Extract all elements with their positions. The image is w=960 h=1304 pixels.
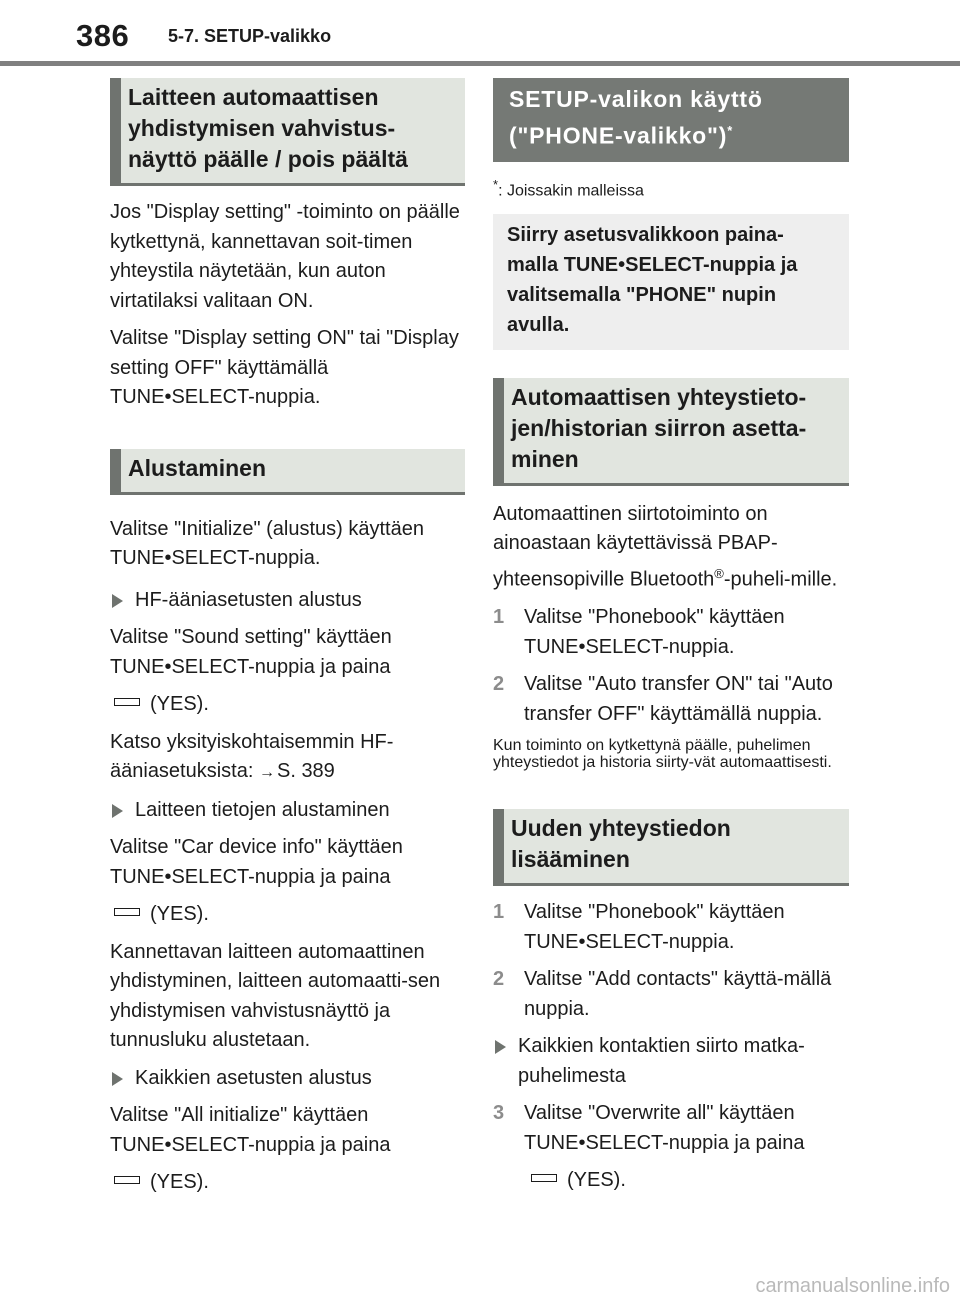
step-text: Valitse "Add contacts" käyttä-mällä nuppia. bbox=[524, 968, 832, 1020]
paragraph-text: Automaattinen siirtotoiminto on ainoastaan käytettävissä PBAP-yhteensopiville Bluetooth bbox=[493, 502, 778, 591]
heading-setup-phone-menu bbox=[493, 78, 849, 162]
yes-instruction bbox=[110, 690, 465, 720]
triangle-bullet-icon bbox=[112, 804, 123, 818]
step-item bbox=[493, 1099, 849, 1158]
yes-instruction bbox=[110, 900, 465, 930]
step-text: Valitse "Phonebook" käyttäen TUNE•SELECT-nuppia. bbox=[524, 606, 785, 658]
step-item bbox=[493, 898, 849, 957]
instruction-box: Siirry asetusvalikkoon paina-malla TUNE•SELECT-nuppia ja valitsemalla "PHONE" nupin avulla. bbox=[493, 214, 849, 350]
triangle-bullet-icon bbox=[495, 1040, 506, 1054]
step-number: 1 bbox=[493, 901, 505, 924]
step-number: 2 bbox=[493, 968, 505, 991]
paragraph-text-end: -puheli-mille. bbox=[723, 568, 838, 591]
watermark: carmanualsonline.info bbox=[755, 1275, 950, 1297]
heading-new-contact: Uuden yhteystiedon lisääminen bbox=[493, 809, 849, 886]
bullet-label: Laitteen tietojen alustaminen bbox=[135, 798, 390, 821]
arrow-right-icon: → bbox=[258, 764, 275, 781]
step-text: Valitse "Phonebook" käyttäen TUNE•SELECT-nuppia. bbox=[524, 901, 785, 953]
yes-label: (YES). bbox=[150, 1171, 209, 1193]
button-symbol-icon bbox=[114, 698, 140, 706]
footnote-marker: * bbox=[727, 123, 734, 138]
paragraph: Valitse "All initialize" käyttäen TUNE•SELECT-nuppia ja paina bbox=[110, 1104, 391, 1156]
header-rule bbox=[0, 61, 960, 66]
paragraph: Kannettavan laitteen automaattinen yhdistyminen, laitteen automaatti-sen yhdistymisen vahvistusnäyttö ja tunnusluku alustetaan. bbox=[110, 940, 441, 1051]
left-column bbox=[110, 78, 465, 1206]
paragraph: Valitse "Car device info" käyttäen TUNE•SELECT-nuppia ja paina bbox=[110, 836, 403, 888]
heading-auto-connect: Laitteen automaattisen yhdistymisen vahvistus-näyttö päälle / pois päältä bbox=[110, 78, 465, 186]
heading-auto-transfer: Automaattisen yhteystieto-jen/historian siirron asetta-minen bbox=[493, 378, 849, 486]
step-item bbox=[493, 965, 849, 1024]
heading-text: SETUP-valikon käyttö ("PHONE-valikko") bbox=[509, 86, 763, 149]
heading-initialize: Alustaminen bbox=[110, 449, 465, 495]
bullet-item bbox=[110, 586, 465, 616]
yes-label: (YES). bbox=[150, 903, 209, 925]
yes-instruction bbox=[493, 1166, 849, 1196]
page-number: 386 bbox=[76, 18, 130, 53]
bullet-label: Kaikkien asetusten alustus bbox=[135, 1066, 372, 1089]
step-item bbox=[493, 670, 849, 729]
step-item bbox=[493, 603, 849, 662]
footnote-marker: * bbox=[493, 176, 499, 192]
button-symbol-icon bbox=[531, 1174, 557, 1182]
paragraph-reference bbox=[110, 728, 465, 788]
bullet-item bbox=[110, 796, 465, 826]
paragraph: Valitse "Initialize" (alustus) käyttäen TUNE•SELECT-nuppia. bbox=[110, 517, 424, 569]
footnote-text: : Joissakin malleissa bbox=[498, 181, 644, 199]
button-symbol-icon bbox=[114, 1176, 140, 1184]
yes-instruction bbox=[110, 1168, 465, 1198]
right-column bbox=[493, 78, 849, 1204]
yes-label: (YES). bbox=[150, 693, 209, 715]
bullet-item bbox=[493, 1032, 849, 1091]
paragraph bbox=[493, 500, 849, 595]
paragraph: Valitse "Display setting ON" tai "Display setting OFF" käyttämällä TUNE•SELECT-nuppia. bbox=[110, 327, 459, 408]
paragraph: Jos "Display setting" -toiminto on päälle kytkettynä, kannettavan soit-timen yhteystila näytetään, kun auton virtatilaksi valitaan ON. bbox=[110, 201, 460, 312]
triangle-bullet-icon bbox=[112, 1072, 123, 1086]
paragraph: Valitse "Sound setting" käyttäen TUNE•SELECT-nuppia ja paina bbox=[110, 626, 392, 678]
button-symbol-icon bbox=[114, 908, 140, 916]
step-number: 3 bbox=[493, 1102, 505, 1125]
step-text: Valitse "Overwrite all" käyttäen TUNE•SELECT-nuppia ja paina bbox=[524, 1102, 805, 1154]
step-number: 1 bbox=[493, 606, 505, 629]
bullet-label: HF-ääniasetusten alustus bbox=[135, 588, 362, 611]
triangle-bullet-icon bbox=[112, 594, 123, 608]
page-reference: S. 389 bbox=[276, 760, 335, 782]
registered-mark: ® bbox=[714, 565, 724, 581]
bullet-label: Kaikkien kontaktien siirto matka-puhelimesta bbox=[518, 1035, 805, 1087]
footnote bbox=[493, 174, 849, 202]
step-text: Valitse "Auto transfer ON" tai "Auto transfer OFF" käyttämällä nuppia. bbox=[524, 673, 833, 725]
yes-label: (YES). bbox=[567, 1169, 626, 1192]
reference-text: Katso yksityiskohtaisemmin HF-ääniasetuksista: bbox=[110, 730, 394, 782]
bullet-item bbox=[110, 1064, 465, 1094]
section-title: 5-7. SETUP-valikko bbox=[168, 26, 332, 46]
step-number: 2 bbox=[493, 673, 505, 696]
note-text: Kun toiminto on kytkettynä päälle, puhelimen yhteystiedot ja historia siirty-vät automaattisesti. bbox=[493, 737, 832, 772]
